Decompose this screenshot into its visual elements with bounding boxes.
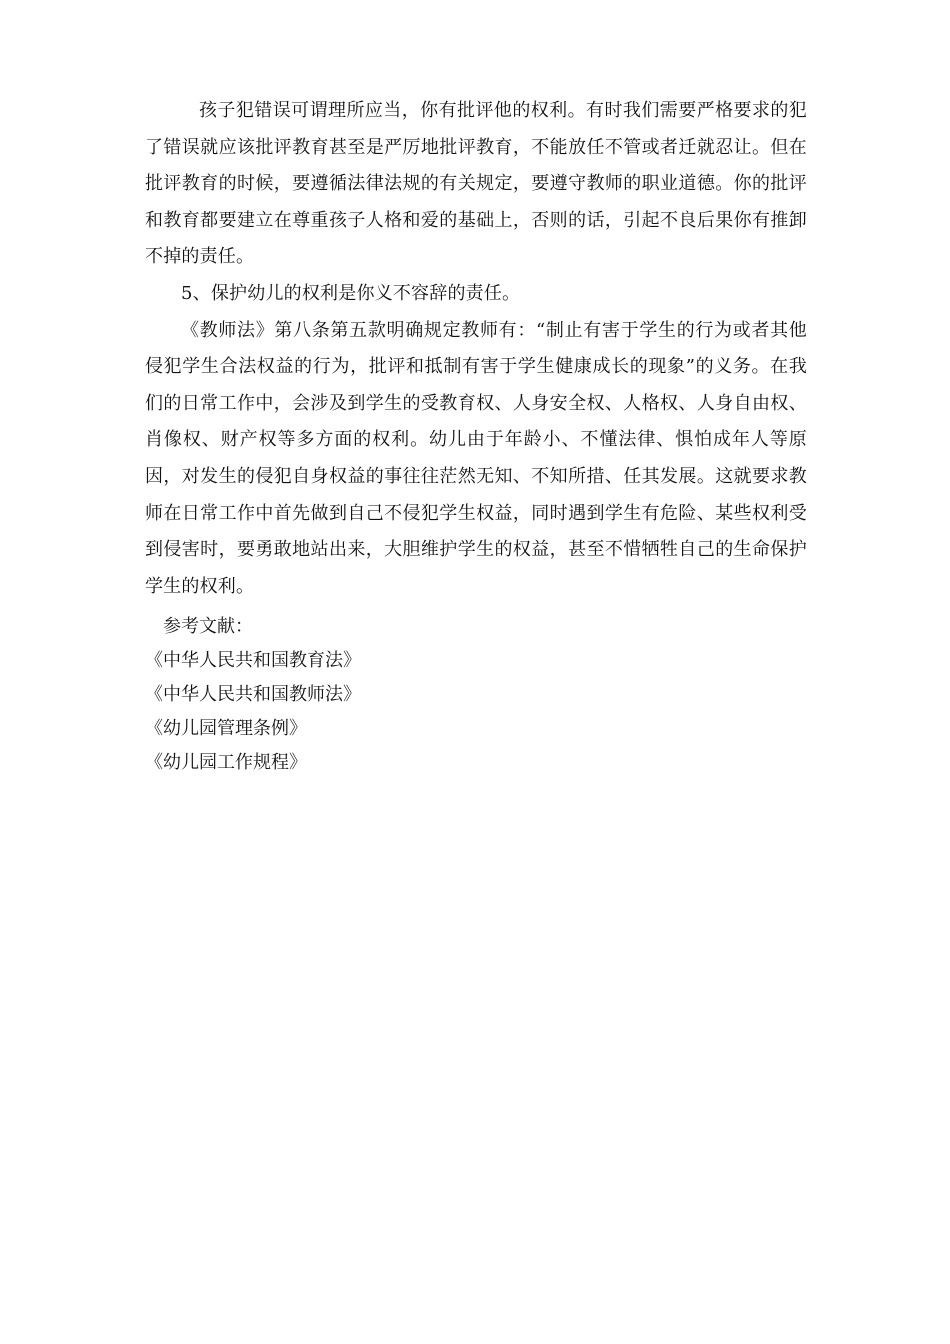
- reference-item: 《中华人民共和国教育法》: [145, 650, 361, 671]
- paragraph-teacher-law: 《教师法》第八条第五款明确规定教师有：“制止有害于学生的行为或者其他侵犯学生合法权益的行为，批评和抵制有害于学生健康成长的现象”的义务。在我们的日常工作中，会涉及到学生的受教育权、人身安全权、人格权、人身自由权、肖像权、财产权等多方面的权利。幼儿由于年龄小、不懂法律、惧怕成年人等原因，对发生的侵犯自身权益的事往往茫然无知、不知所措、任其发展。这就要求教师在日常工作中首先做到自己不侵犯学生权益，同时遇到学生有危险、某些权利受到侵害时，要勇敢地站出来，大胆维护学生的权益，甚至不惜牺牲自己的生命保护学生的权利。: [145, 319, 807, 597]
- paragraph-section-5-heading: 5、保护幼儿的权利是你义不容辞的责任。: [181, 282, 521, 304]
- reference-item: 《幼儿园管理条例》: [145, 718, 307, 739]
- paragraph-criticism: 孩子犯错误可谓理所应当，你有批评他的权利。有时我们需要严格要求的犯了错误就应该批评教育甚至是严厉地批评教育，不能放任不管或者迁就忍让。但在批评教育的时候，要遵循法律法规的有关规定，要遵守教师的职业道德。你的批评和教育都要建立在尊重孩子人格和爱的基础上，否则的话，引起不良后果你有推卸不掉的责任。: [145, 100, 807, 268]
- references-heading: 参考文献：: [163, 616, 253, 637]
- reference-item: 《中华人民共和国教师法》: [145, 684, 361, 705]
- reference-item: 《幼儿园工作规程》: [145, 752, 307, 773]
- references-section: [145, 610, 807, 780]
- body-text: [145, 93, 807, 605]
